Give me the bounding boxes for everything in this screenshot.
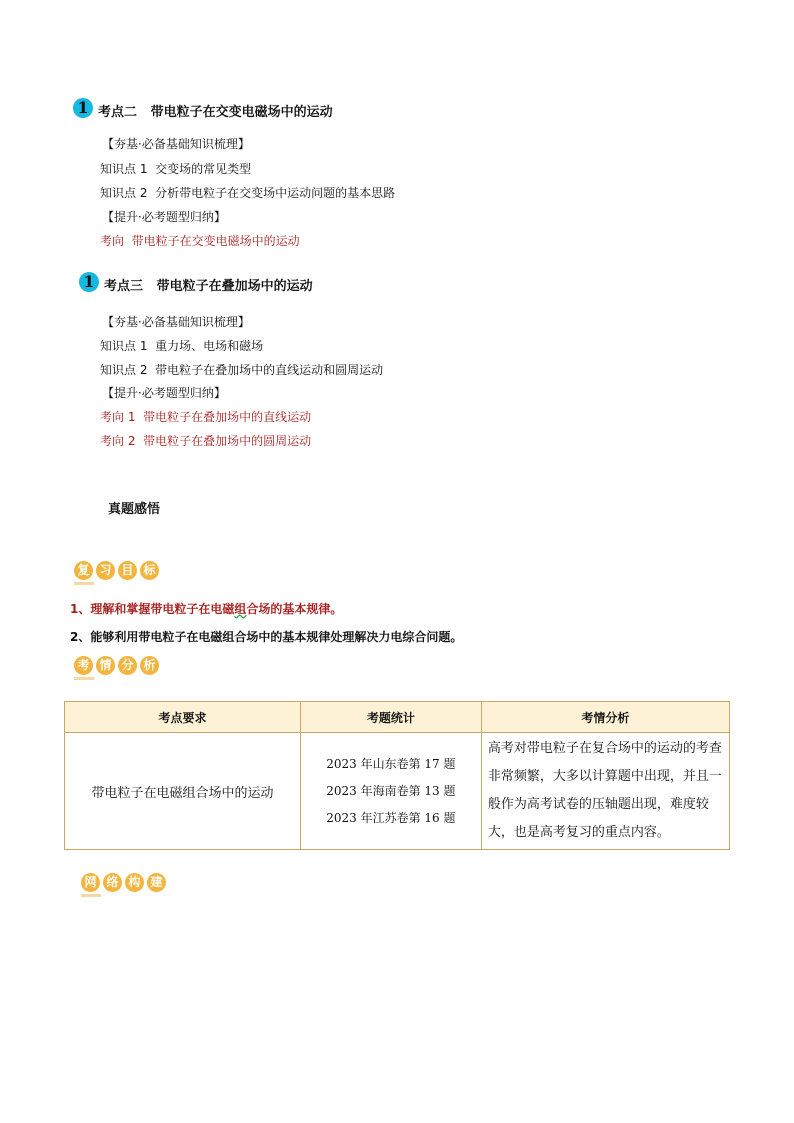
section-number-badge: 1 — [79, 272, 99, 292]
table-row — [65, 733, 730, 850]
heading-underline — [74, 677, 94, 680]
table-cell-topic: 带电粒子在电磁组合场中的运动 — [65, 733, 301, 850]
heading-char: 复 — [74, 561, 93, 580]
heading-char: 考 — [74, 656, 93, 675]
section-title: 考点二 带电粒子在交变电磁场中的运动 — [98, 105, 333, 120]
outline-line: 知识点 2 带电粒子在叠加场中的直线运动和圆周运动 — [100, 363, 384, 377]
heading-char: 分 — [118, 656, 137, 675]
heading-char: 建 — [147, 873, 166, 892]
review-goal-2: 2、能够利用带电粒子在电磁组合场中的基本规律处理解决力电综合问题。 — [70, 630, 463, 644]
heading-underline — [81, 894, 101, 897]
outline-line-highlight: 考向 带电粒子在交变电磁场中的运动 — [100, 234, 300, 248]
heading-char: 习 — [96, 561, 115, 580]
heading-char: 情 — [96, 656, 115, 675]
exam-analysis-table — [64, 701, 730, 850]
analysis-heading — [74, 656, 159, 675]
table-cell-stats — [300, 733, 481, 850]
heading-char: 标 — [140, 561, 159, 580]
outline-line: 知识点 1 重力场、电场和磁场 — [100, 339, 264, 353]
table-header: 考题统计 — [300, 702, 481, 733]
outline-line: 知识点 1 交变场的常见类型 — [100, 162, 252, 176]
heading-char: 析 — [140, 656, 159, 675]
table-cell-analysis: 高考对带电粒子在复合场中的运动的考查非常频繁，大多以计算题中出现，并且一般作为高考试卷的压轴题出现，难度较大，也是高考复习的重点内容。 — [481, 733, 729, 850]
heading-char: 构 — [125, 873, 144, 892]
table-header: 考情分析 — [481, 702, 729, 733]
outline-line: 知识点 2 分析带电粒子在交变场中运动问题的基本思路 — [100, 186, 396, 200]
outline-line: 【夯基·必备基础知识梳理】 — [102, 315, 250, 329]
outline-line-highlight: 考向 1 带电粒子在叠加场中的直线运动 — [100, 410, 312, 424]
review-goals-heading — [74, 561, 159, 580]
review-goal-1: 1、理解和掌握带电粒子在电磁组合场的基本规律。 — [70, 602, 343, 616]
section-number-badge: 1 — [73, 98, 93, 118]
outline-line: 【提升·必考题型归纳】 — [102, 210, 226, 224]
heading-char: 络 — [103, 873, 122, 892]
heading-char: 网 — [81, 873, 100, 892]
heading-char: 目 — [118, 561, 137, 580]
table-header: 考点要求 — [65, 702, 301, 733]
table-header-row — [65, 702, 730, 733]
outline-line: 【提升·必考题型归纳】 — [102, 386, 226, 400]
outline-line: 【夯基·必备基础知识梳理】 — [102, 137, 250, 151]
outline-line-highlight: 考向 2 带电粒子在叠加场中的圆周运动 — [100, 434, 312, 448]
zhenti-heading: 真题感悟 — [108, 502, 161, 517]
heading-underline — [74, 582, 94, 585]
section-title: 考点三 带电粒子在叠加场中的运动 — [104, 279, 313, 294]
stat-line: 2023 年海南卷第 13 题 — [326, 783, 456, 798]
stat-line: 2023 年山东卷第 17 题 — [326, 756, 456, 771]
network-heading — [81, 873, 166, 892]
stat-line: 2023 年江苏卷第 16 题 — [326, 810, 456, 825]
